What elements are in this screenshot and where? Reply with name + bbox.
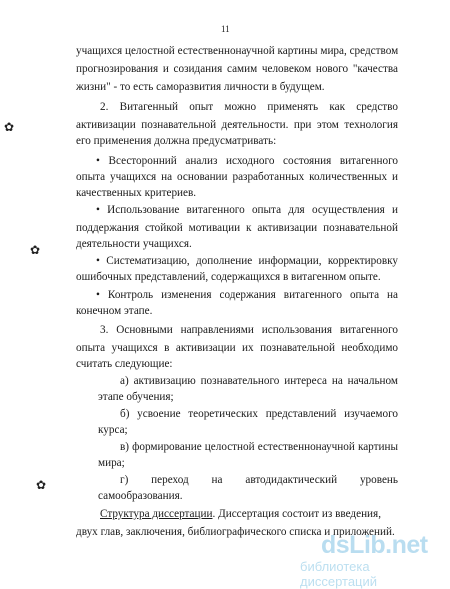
margin-mark: ✿ — [30, 243, 41, 257]
text-line: б) усвоение теоретических представлений изучаемого — [120, 408, 398, 420]
text-line: • Всесторонний анализ исходного состояния витагенного — [96, 155, 398, 167]
text-line: учащихся целостной естественнонаучной картины мира, средством — [76, 45, 399, 57]
text-line: прогнозирования и созидания самим человеком нового "качества — [76, 63, 398, 75]
text-line: в) формирование целостной естественнонаучной картины — [120, 441, 398, 453]
text-line: г) переход на автодидактический уровень — [120, 474, 398, 486]
text-line: • Контроль изменения содержания витагенного опыта на — [96, 289, 398, 301]
text-line: • Использование витагенного опыта для осуществления и — [96, 204, 398, 216]
text-line: качественных критериев. — [76, 187, 197, 199]
text-line: а) активизацию познавательного интереса на начальном — [120, 375, 398, 387]
text-line: опыта учащихся в активизации их познавательной необходимо — [76, 342, 398, 354]
text-line: двух глав, заключения, библиографического списка и приложений. — [76, 526, 395, 538]
watermark-tagline: библиотека диссертаций — [300, 559, 378, 589]
structure-text: . Диссертация состоит из введения, — [212, 508, 381, 520]
text-line: конечном этапе. — [76, 305, 153, 317]
margin-mark: ✿ — [4, 120, 15, 134]
text-line: курса; — [98, 424, 128, 436]
text-line: этапе обучения; — [98, 391, 174, 403]
page-number: 11 — [221, 24, 230, 34]
text-line: самообразования. — [98, 490, 183, 502]
structure-heading: Структура диссертации — [100, 508, 213, 520]
watermark-logo: dsLib.net — [321, 531, 428, 559]
text-line: 2. Витагенный опыт можно применять как средство — [100, 101, 398, 113]
text-line: • Систематизацию, дополнение информации, корректировку — [96, 255, 398, 267]
text-line: его применения должна предусматривать: — [76, 135, 277, 147]
margin-mark: ✿ — [36, 478, 47, 492]
text-line: ошибочных представлений, содержащихся в витагенном опыте. — [76, 271, 381, 283]
text-line: жизни" - то есть саморазвития личности в будущем. — [76, 81, 325, 93]
text-line: активизации познавательной деятельности. при этом технология — [76, 119, 398, 131]
text-line: поддержания стойкой мотивации к активизации познавательной — [76, 222, 398, 234]
text-line: опыта учащихся на основании разработанных количественных и — [76, 171, 398, 183]
text-line: мира; — [98, 457, 125, 469]
text-line: считать следующие: — [76, 358, 173, 370]
text-line: 3. Основными направлениями использования витагенного — [100, 324, 398, 336]
text-line: деятельности учащихся. — [76, 238, 192, 250]
text-line — [100, 507, 398, 521]
